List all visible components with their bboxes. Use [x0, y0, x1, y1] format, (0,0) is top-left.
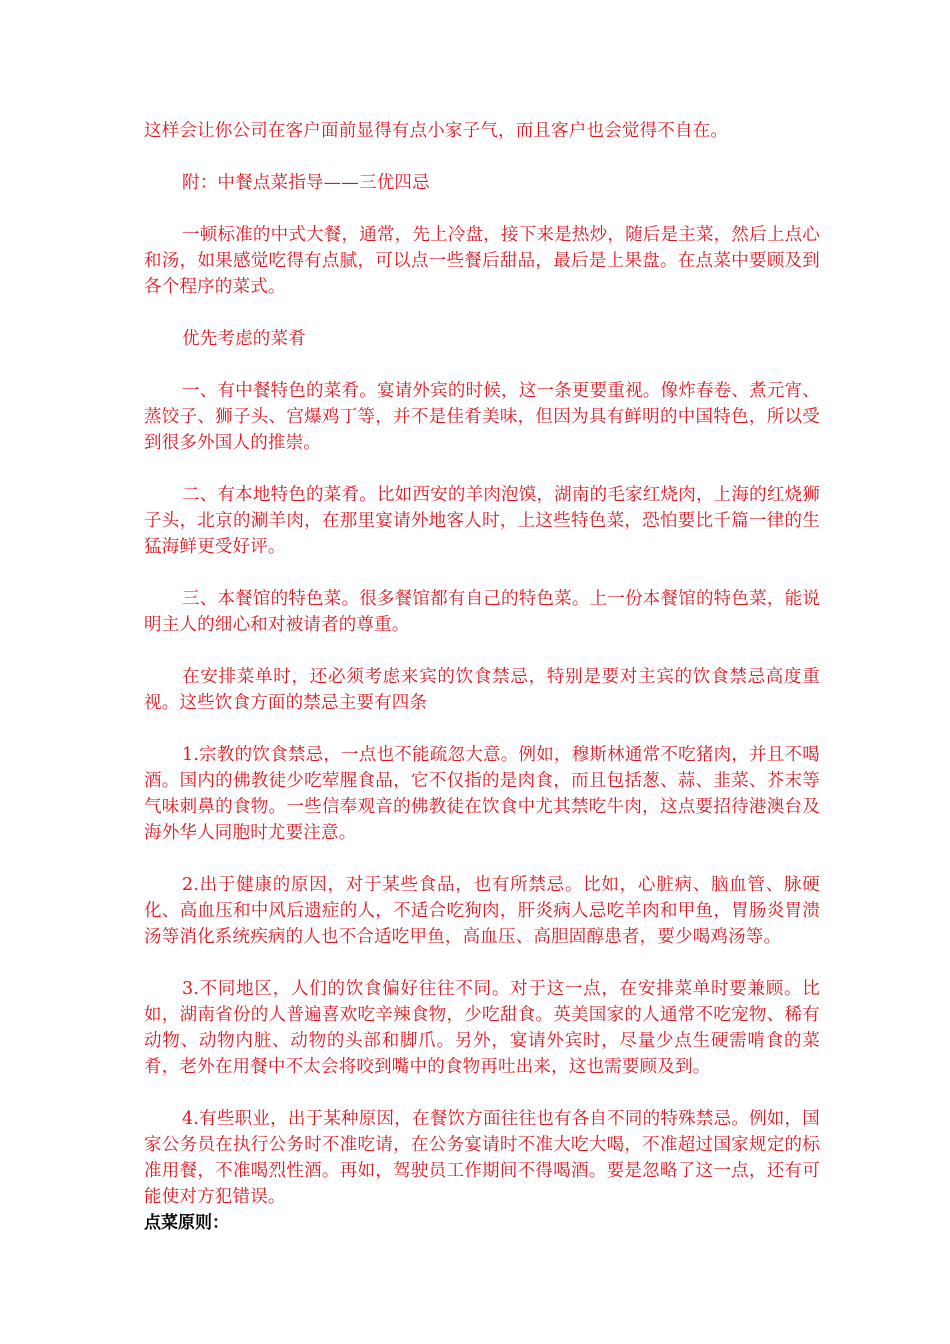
paragraph-priority-3: 三、本餐馆的特色菜。很多餐馆都有自己的特色菜。上一份本餐馆的特色菜，能说明主人的细心和对被请者的尊重。	[144, 589, 820, 635]
section-heading: 点菜原则：	[144, 1213, 229, 1233]
paragraph-taboos-intro: 在安排菜单时，还必须考虑来宾的饮食禁忌，特别是要对主宾的饮食禁忌高度重视。这些饮食方面的禁忌主要有四条	[144, 667, 820, 713]
paragraph-taboo-2: 2.出于健康的原因，对于某些食品，也有所禁忌。比如，心脏病、脑血管、脉硬化、高血压和中风后遗症的人，不适合吃狗肉，肝炎病人忌吃羊肉和甲鱼，胃肠炎胃溃汤等消化系统疾病的人也不合适吃甲鱼，高血压、高胆固醇患者，要少喝鸡汤等。	[144, 875, 820, 947]
paragraph-taboo-1: 1.宗教的饮食禁忌，一点也不能疏忽大意。例如，穆斯林通常不吃猪肉，并且不喝酒。国内的佛教徒少吃荤腥食品，它不仅指的是肉食，而且包括葱、蒜、韭菜、芥末等气味刺鼻的食物。一些信奉观音的佛教徒在饮食中尤其禁吃牛肉，这点要招待港澳台及海外华人同胞时尤要注意。	[144, 745, 820, 843]
subheading-priority-dishes: 优先考虑的菜肴	[182, 329, 306, 349]
paragraph-taboo-4: 4.有些职业，出于某种原因，在餐饮方面往往也有各自不同的特殊禁忌。例如，国家公务员在执行公务时不准吃请，在公务宴请时不准大吃大喝，不准超过国家规定的标准用餐，不准喝烈性酒。再如，驾驶员工作期间不得喝酒。要是忽略了这一点，还有可能使对方犯错误。	[144, 1109, 820, 1207]
paragraph-priority-1: 一、有中餐特色的菜肴。宴请外宾的时候，这一条更要重视。像炸春卷、煮元宵、蒸饺子、狮子头、宫爆鸡丁等，并不是佳肴美味，但因为具有鲜明的中国特色，所以受到很多外国人的推崇。	[144, 381, 820, 453]
appendix-title: 附：中餐点菜指导——三优四忌	[182, 173, 430, 193]
document-page	[144, 118, 820, 1236]
paragraph-intro: 这样会让你公司在客户面前显得有点小家子气，而且客户也会觉得不自在。	[144, 121, 729, 141]
paragraph-meal-order: 一顿标准的中式大餐，通常，先上冷盘，接下来是热炒，随后是主菜，然后上点心和汤，如果感觉吃得有点腻，可以点一些餐后甜品，最后是上果盘。在点菜中要顾及到各个程序的菜式。	[144, 225, 820, 297]
paragraph-taboo-3: 3.不同地区，人们的饮食偏好往往不同。对于这一点，在安排菜单时要兼顾。比如，湖南省份的人普遍喜欢吃辛辣食物，少吃甜食。英美国家的人通常不吃宠物、稀有动物、动物内脏、动物的头部和脚爪。另外，宴请外宾时，尽量少点生硬需啃食的菜肴，老外在用餐中不太会将咬到嘴中的食物再吐出来，这也需要顾及到。	[144, 979, 820, 1077]
paragraph-priority-2: 二、有本地特色的菜肴。比如西安的羊肉泡馍，湖南的毛家红烧肉，上海的红烧狮子头，北京的涮羊肉，在那里宴请外地客人时，上这些特色菜，恐怕要比千篇一律的生猛海鲜更受好评。	[144, 485, 820, 557]
